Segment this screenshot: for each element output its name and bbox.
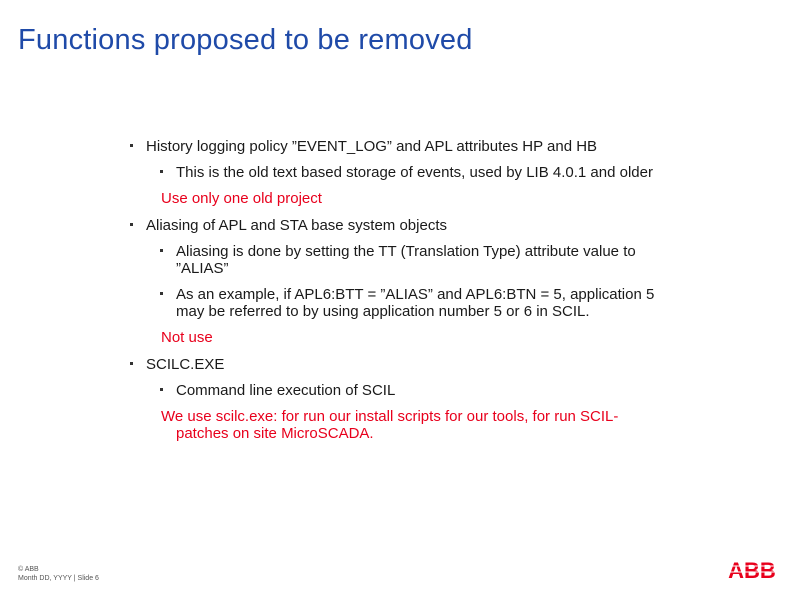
slide-title: Functions proposed to be removed <box>18 24 473 56</box>
bullet-icon <box>130 144 133 147</box>
bullet-icon <box>130 223 133 226</box>
sub-bullet-text: As an example, if APL6:BTT = ”ALIAS” and APL6:BTN = 5, application 5 may be referred to by using application number 5 or 6 in SCIL. <box>176 286 655 320</box>
footer-date-slide: Month DD, YYYY | Slide 6 <box>18 575 99 582</box>
sub-bullet-item <box>128 286 668 320</box>
sub-bullet-text: Aliasing is done by setting the TT (Translation Type) attribute value to ”ALIAS” <box>176 243 636 277</box>
sub-bullet-text: Command line execution of SCIL <box>176 382 396 399</box>
note-text: Use only one old project <box>161 190 322 207</box>
footer-copyright: © ABB <box>18 566 39 573</box>
bullet-text: SCILC.EXE <box>146 356 225 373</box>
bullet-icon <box>130 362 133 365</box>
bullet-icon <box>160 170 163 173</box>
abb-logo-text: ABB <box>728 558 776 582</box>
bullet-list <box>128 138 668 442</box>
footer <box>18 565 99 583</box>
note-text: We use scilc.exe: for run our install scripts for our tools, for run SCIL-patches on site MicroSCADA. <box>161 408 619 442</box>
note-text: Not use <box>161 329 213 346</box>
bullet-item <box>128 356 668 373</box>
abb-logo <box>722 558 782 582</box>
sub-bullet-item <box>128 382 668 399</box>
bullet-text: History logging policy ”EVENT_LOG” and APL attributes HP and HB <box>146 138 598 155</box>
bullet-icon <box>160 292 163 295</box>
sub-bullet-item <box>128 164 668 181</box>
sub-bullet-item <box>128 243 668 277</box>
bullet-text: Aliasing of APL and STA base system objects <box>146 217 447 234</box>
bullet-icon <box>160 249 163 252</box>
bullet-item <box>128 217 668 234</box>
sub-bullet-text: This is the old text based storage of events, used by LIB 4.0.1 and older <box>176 164 653 181</box>
bullet-icon <box>160 388 163 391</box>
bullet-item <box>128 138 668 155</box>
